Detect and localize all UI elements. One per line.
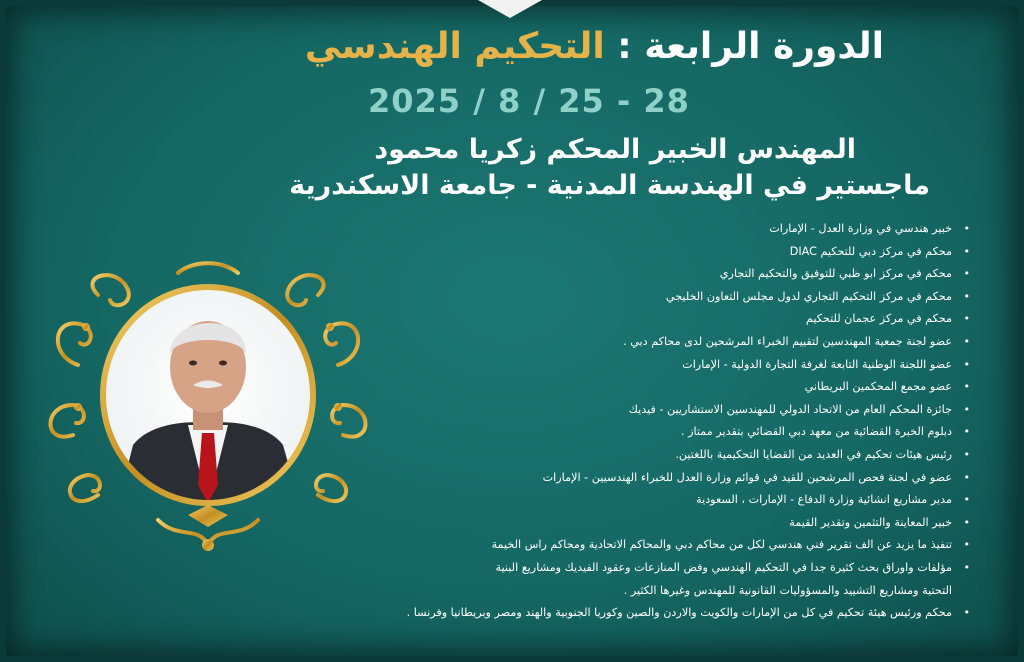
cv-item: • عضو اللجنة الوطنية التابعة لغرفة التجارة الدولية - الإمارات <box>382 354 972 377</box>
cv-list <box>382 218 972 625</box>
course-dates: 2025 / 8 / 25 - 28 <box>368 82 690 120</box>
cv-item: • عضو مجمع المحكمين البريطاني <box>382 376 972 399</box>
cv-item: • خبير هندسي في وزارة العدل - الإمارات <box>382 218 972 241</box>
cv-item: • خبير المعاينة والتثمين وتقدير القيمة <box>382 512 972 535</box>
course-title <box>305 26 884 67</box>
cv-item: • عضو في لجنة فحص المرشحين للقيد في قوائم وزارة العدل للخبراء الهندسيين - الإمارات <box>382 467 972 490</box>
top-notch-decoration <box>478 0 542 18</box>
cv-item: • محكم في مركز ابو ظبي للتوفيق والتحكيم التجاري <box>382 263 972 286</box>
cv-item: • مدير مشاريع انشائية وزارة الدفاع - الإمارات ، السعودية <box>382 489 972 512</box>
cv-item: • رئيس هيئات تحكيم في العديد من القضايا التحكيمية باللغتين. <box>382 444 972 467</box>
cv-item: • مؤلفات واوراق بحث كثيرة جدا في التحكيم الهندسي وفض المنازعات وعقود الفيديك ومشاريع البنية <box>382 557 972 580</box>
speaker-degree: ماجستير في الهندسة المدنية - جامعة الاسكندرية <box>289 170 930 201</box>
cv-item: • محكم ورئيس هيئة تحكيم في كل من الإمارات والكويت والاردن والصين وكوريا الجنوبية والهند ومصر وبريطانيا وفرنسا . <box>382 602 972 625</box>
cv-item: • جائزة المحكم العام من الاتحاد الدولي للمهندسين الاستشاريين - فيديك <box>382 399 972 422</box>
edition-label: الدورة الرابعة : <box>617 26 884 67</box>
cv-item: • دبلوم الخبرة القضائية من معهد دبي القضائي بتقدير ممتاز . <box>382 421 972 444</box>
cv-item: • تنفيذ ما يزيد عن الف تقرير فني هندسي لكل من محاكم دبي والمحاكم الاتحادية ومحاكم راس الخيمة <box>382 534 972 557</box>
ornate-gold-frame-icon <box>38 255 378 555</box>
cv-item: • محكم في مركز دبي للتحكيم DIAC <box>382 241 972 264</box>
cv-item: • محكم في مركز عجمان للتحكيم <box>382 308 972 331</box>
speaker-name: المهندس الخبير المحكم زكريا محمود <box>374 134 856 165</box>
portrait-frame <box>38 255 378 555</box>
course-topic: التحكيم الهندسي <box>304 26 605 67</box>
cv-item-continuation: التحتية ومشاريع التشييد والمسؤوليات القانونية للمهندس وغيرها الكثير . <box>623 583 952 597</box>
cv-item: • محكم في مركز التحكيم التجاري لدول مجلس التعاون الخليجي <box>382 286 972 309</box>
cv-item: • عضو لجنة جمعية المهندسين لتقييم الخبراء المرشحين لدى محاكم دبي . <box>382 331 972 354</box>
